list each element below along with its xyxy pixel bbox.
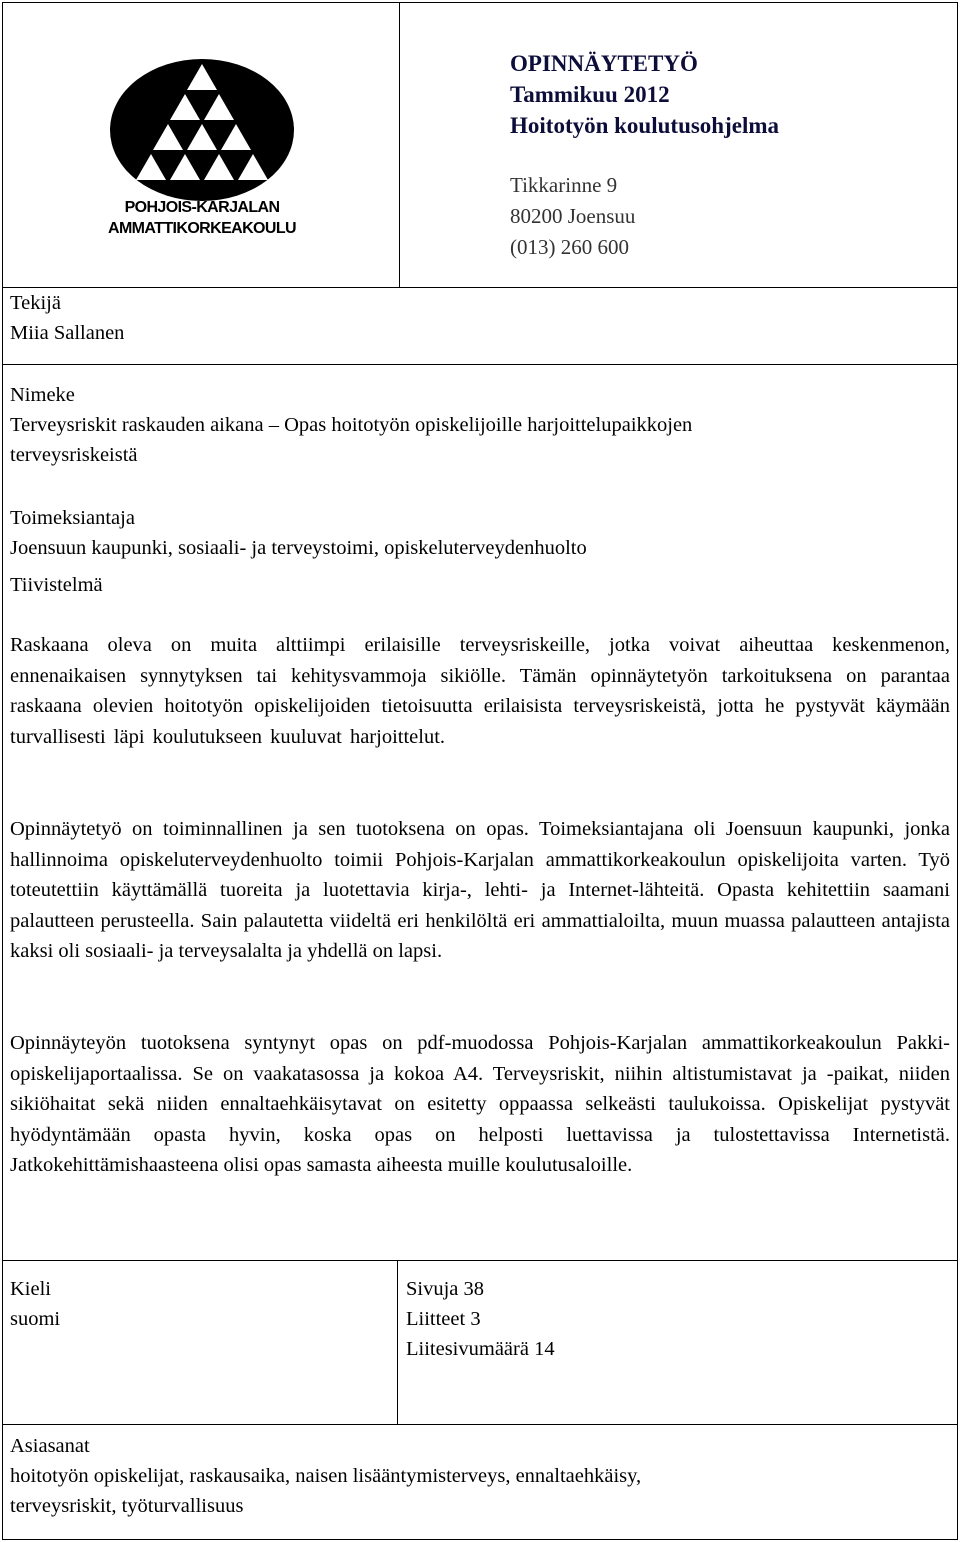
page-count: Sivuja 38 xyxy=(406,1278,485,1300)
language-section xyxy=(10,1274,60,1334)
keywords-line2: terveysriskit, työturvallisuus xyxy=(10,1495,244,1517)
logo-text-line1: POHJOIS-KARJALAN xyxy=(124,199,280,216)
keywords-label: Asiasanat xyxy=(10,1435,90,1457)
abstract-paragraph-1: Raskaana oleva on muita alttiimpi erilaisille terveysriskeille, jotka voivat aiheuttaa keskenmenon, ennenaikaisen synnytyksen tai kehitysvammoja sikiölle. Tämän opinnäytetyön tarkoituksena on parantaa raskaana olevien hoitotyön opiskelijoiden tietoisuutta erilaisista terveysriskeistä, jotta he pystyvät käymään turvallisesti läpi koulutukseen kuuluvat harjoittelut. xyxy=(10,634,950,748)
appendix-count: Liitteet 3 xyxy=(406,1308,481,1330)
address-phone: (013) 260 600 xyxy=(510,235,629,259)
document-type: OPINNÄYTETYÖ xyxy=(510,51,698,76)
author-name: Miia Sallanen xyxy=(10,322,125,344)
pages-section xyxy=(406,1274,555,1364)
header-info xyxy=(510,48,779,263)
header-divider xyxy=(399,2,400,288)
language-value: suomi xyxy=(10,1308,61,1330)
title-line1: Terveysriskit raskauden aikana – Opas hoitotyön opiskelijoille harjoittelupaikkojen xyxy=(10,414,693,436)
address-postal: 80200 Joensuu xyxy=(510,204,636,228)
title-section xyxy=(10,380,692,470)
author-label: Tekijä xyxy=(10,292,61,314)
header-bottom-rule xyxy=(2,287,958,288)
author-bottom-rule xyxy=(2,364,958,365)
language-label: Kieli xyxy=(10,1278,51,1300)
abstract-paragraph-2: Opinnäytetyö on toiminnallinen ja sen tuotoksena on opas. Toimeksiantajana oli Joensuun kaupunki, jonka hallinnoima opiskeluterveydenhuolto toimii Pohjois-Karjalan ammattikorkeakoulun opiskelijoita varten. Työ toteutettiin käyttämällä tuoreita ja luotettavia kirja-, lehti- ja Internet-lähteitä. Opasta kehitettiin saamani palautteen perusteella. Sain palautetta viideltä eri henkilöltä eri ammattialoilta, muun muassa palautteen antajista kaksi oli sosiaali- ja terveysalalta ja yhdellä on lapsi. xyxy=(10,818,950,962)
logo-text-line2: AMMATTIKORKEAKOULU xyxy=(108,220,296,237)
commissioner-value: Joensuun kaupunki, sosiaali- ja terveystoimi, opiskeluterveydenhuolto xyxy=(10,537,587,559)
commissioner-label: Toimeksiantaja xyxy=(10,507,135,529)
address-street: Tikkarinne 9 xyxy=(510,173,618,197)
logo-emblem-icon xyxy=(96,56,308,206)
document-date: Tammikuu 2012 xyxy=(510,82,670,107)
abstract-label: Tiivistelmä xyxy=(10,574,103,596)
keywords-section xyxy=(10,1431,641,1521)
language-divider xyxy=(397,1260,398,1425)
title-label: Nimeke xyxy=(10,384,75,406)
keywords-line1: hoitotyön opiskelijat, raskausaika, naisen lisääntymisterveys, ennaltaehkäisy, xyxy=(10,1465,642,1487)
commissioner-section xyxy=(10,503,587,563)
abstract-paragraph-3: Opinnäyteyön tuotoksena syntynyt opas on pdf-muodossa Pohjois-Karjalan ammattikorkeakoulun Pakki-opiskelijaportaalissa. Se on vaakatasossa ja kokoa A4. Terveysriskit, niihin altistumistavat ja -paikat, niiden sikiöhaitat sekä niiden ennaltaehkäisytavat on esitetty oppaassa selkeästi taulukoissa. Opiskelijat pystyvät hyödyntämään opasta hyvin, koska opas on helposti luettavissa ja tulostettavissa Internetistä. Jatkokehittämishaasteena olisi opas samasta aiheesta muille koulutusaloille. xyxy=(10,1032,950,1176)
degree-program: Hoitotyön koulutusohjelma xyxy=(510,113,780,138)
appendix-page-count: Liitesivumäärä 14 xyxy=(406,1338,555,1360)
author-section xyxy=(10,288,124,348)
school-logo xyxy=(96,56,308,246)
abstract-bottom-rule xyxy=(2,1260,958,1261)
language-bottom-rule xyxy=(2,1424,958,1425)
title-line2: terveysriskeistä xyxy=(10,444,138,466)
